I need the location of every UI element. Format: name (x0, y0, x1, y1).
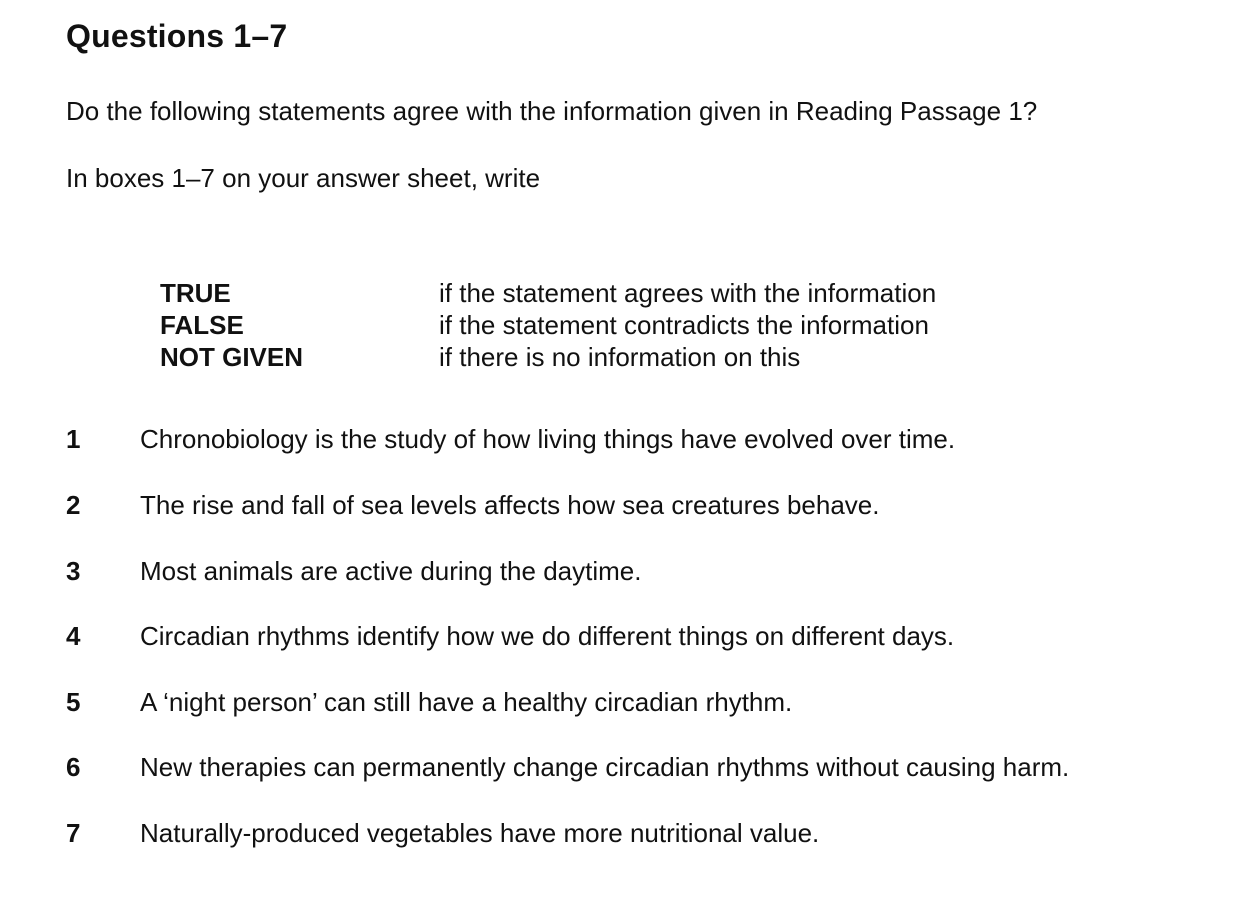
question-number: 3 (66, 556, 81, 586)
question-statement: New therapies can permanently change circadian rhythms without causing harm. (140, 752, 1070, 782)
question-statement: Circadian rhythms identify how we do different things on different days. (140, 621, 955, 651)
answer-key-term: FALSE (160, 310, 244, 340)
instructions-answer-sheet: In boxes 1–7 on your answer sheet, write (66, 163, 541, 193)
question-statement: Most animals are active during the daytime. (140, 556, 642, 586)
question-statement: Naturally-produced vegetables have more nutritional value. (140, 818, 820, 848)
question-statement: The rise and fall of sea levels affects how sea creatures behave. (140, 490, 880, 520)
answer-key-description: if the statement agrees with the information (439, 278, 937, 308)
question-number: 6 (66, 752, 81, 782)
answer-key-term: NOT GIVEN (160, 342, 304, 372)
answer-key-description: if there is no information on this (439, 342, 801, 372)
question-number: 2 (66, 490, 81, 520)
answer-key-term: TRUE (160, 278, 231, 308)
question-number: 4 (66, 621, 81, 651)
question-number: 1 (66, 424, 81, 454)
question-statement: A ‘night person’ can still have a healthy circadian rhythm. (140, 687, 793, 717)
section-heading: Questions 1–7 (66, 18, 288, 54)
answer-key-description: if the statement contradicts the information (439, 310, 929, 340)
instructions-intro: Do the following statements agree with the information given in Reading Passage 1? (66, 96, 1038, 126)
question-number: 5 (66, 687, 81, 717)
question-statement: Chronobiology is the study of how living things have evolved over time. (140, 424, 956, 454)
question-number: 7 (66, 818, 81, 848)
